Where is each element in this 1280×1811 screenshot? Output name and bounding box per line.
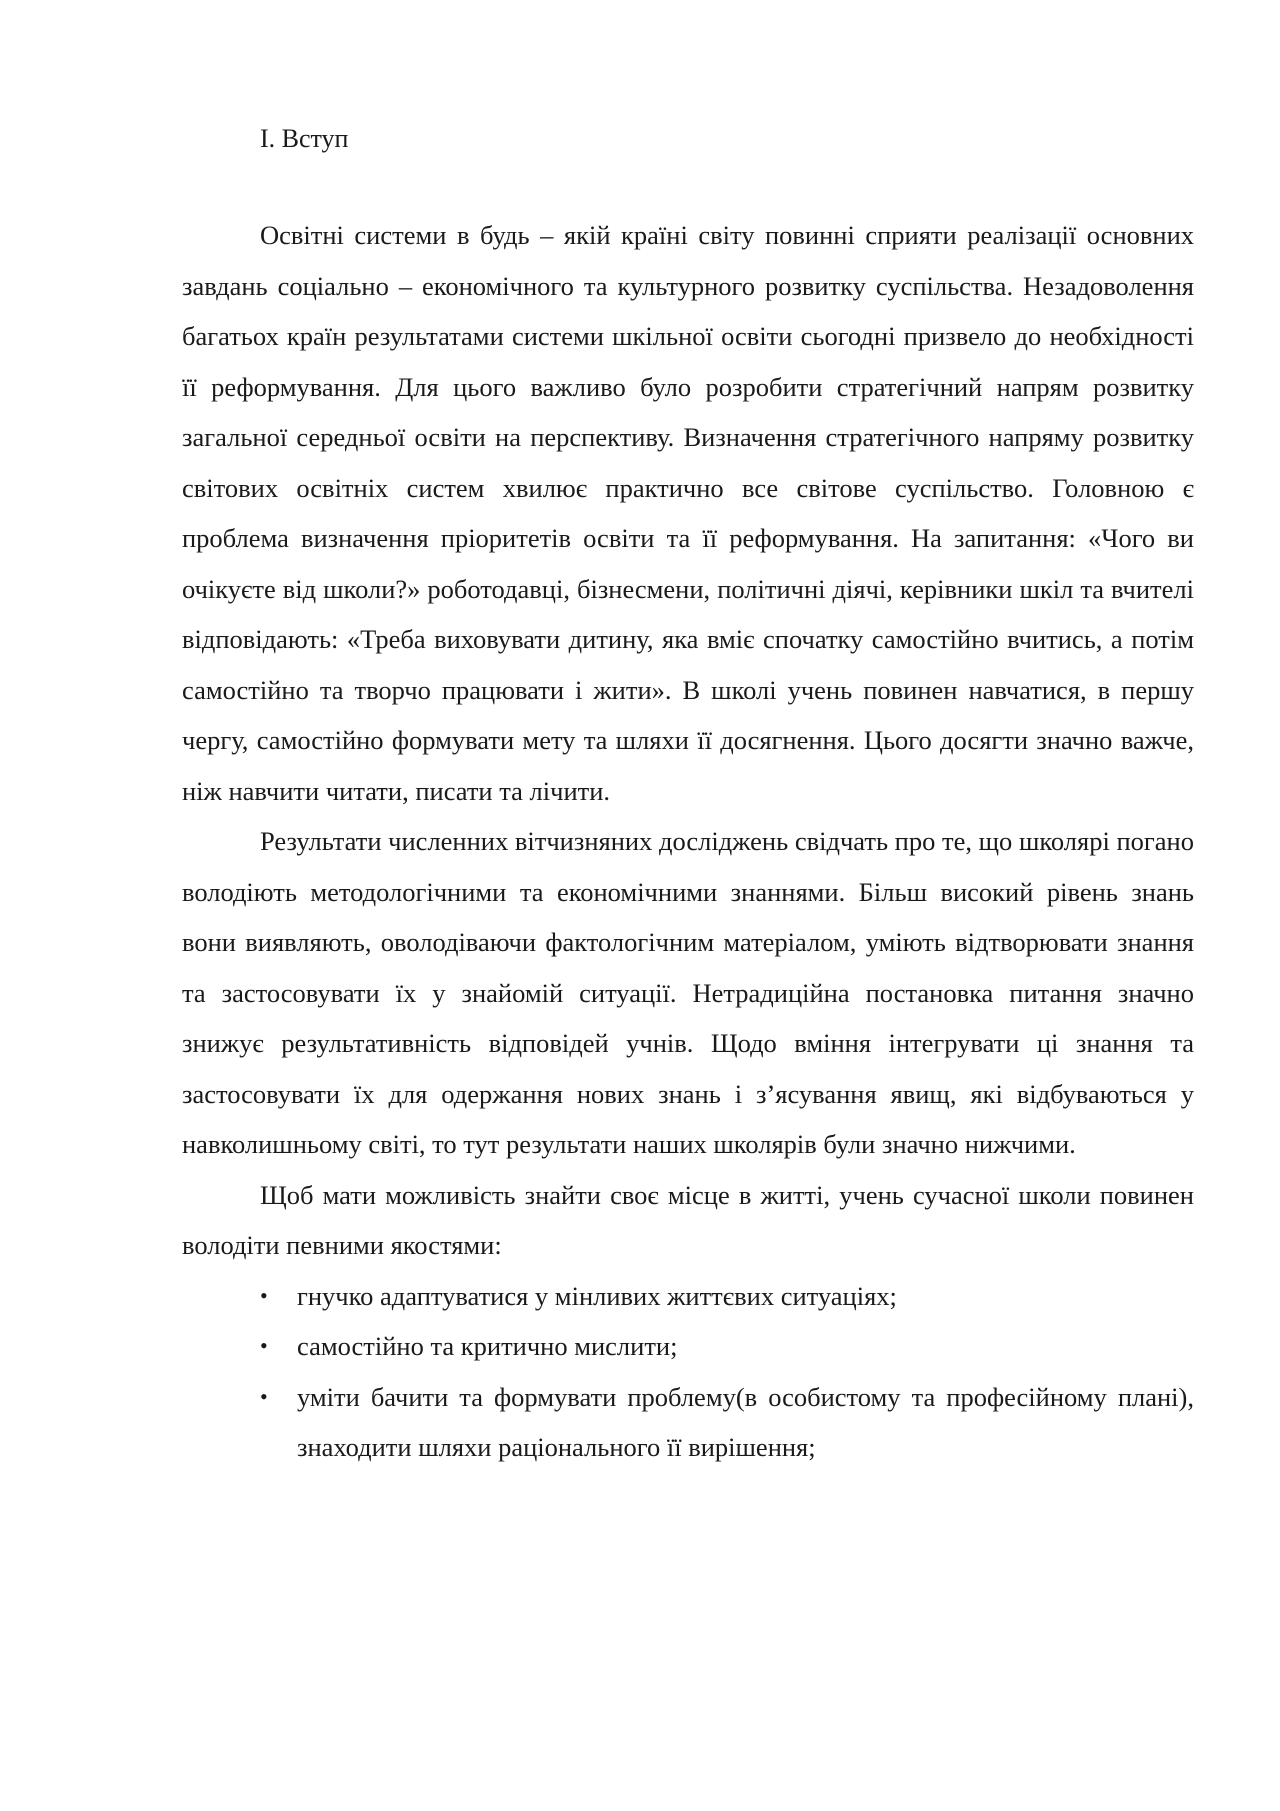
paragraph-intro: Освітні системи в будь – якій країні світу повинні сприяти реалізації основних завдань соціально – економічного та культурного розвитку суспільства. Незадоволення багатьох країн результатами системи шкільної освіти сьогодні призвело до необхідності її реформування. Для цього важливо було розробити стратегічний напрям розвитку загальної середньої освіти на перспективу. Визначення стратегічного напряму розвитку світових освітніх систем хвилює практично все світове суспільство. Головною є проблема визначення пріоритетів освіти та її реформування. На запитання: «Чого ви очікуєте від школи?» роботодавці, бізнесмени, політичні діячі, керівники шкіл та вчителі відповідають: «Треба виховувати дитину, яка вміє спочатку самостійно вчитись, а потім самостійно та творчо працювати і жити». В школі учень повинен навчатися, в першу чергу, самостійно формувати мету та шляхи її досягнення. Цього досягти значно важче, ніж навчити читати, писати та лічити. — [182, 220, 1194, 806]
bullet-icon: • — [260, 1333, 268, 1358]
bullet-icon: • — [260, 1282, 268, 1308]
paragraph-qualities-lead: Щоб мати можливість знайти своє місце в житті, учень сучасної школи повинен володіти певними якостями: — [182, 1179, 1194, 1260]
section-heading: I. Вступ — [260, 124, 349, 153]
list-item-text: уміти бачити та формувати проблему(в особистому та професійному плані), знаходити шляхи раціонального її вирішення; — [297, 1381, 1194, 1462]
list-item — [182, 1321, 1194, 1372]
bullet-icon: • — [260, 1383, 268, 1409]
list-item — [182, 1271, 1194, 1322]
list-item — [182, 1372, 1194, 1473]
qualities-list — [182, 1271, 1194, 1473]
list-item-text: самостійно та критично мислити; — [297, 1331, 678, 1361]
paragraph-research-results: Результати численних вітчизняних досліджень свідчать про те, що школярі погано володіють методологічними та економічними знаннями. Більш високий рівень знань вони виявляють, оволодіваючи фактологічним матеріалом, уміють відтворювати знання та застосовувати їх у знайомій ситуації. Нетрадиційна постановка питання значно знижує результативність відповідей учнів. Щодо вміння інтегрувати ці знання та застосовувати їх для одержання нових знань і з’ясування явищ, які відбуваються у навколишньому світі, то тут результати наших школярів були значно нижчими. — [182, 826, 1194, 1159]
list-item-text: гнучко адаптуватися у мінливих життєвих ситуаціях; — [297, 1280, 897, 1311]
document-page — [182, 118, 1194, 1473]
